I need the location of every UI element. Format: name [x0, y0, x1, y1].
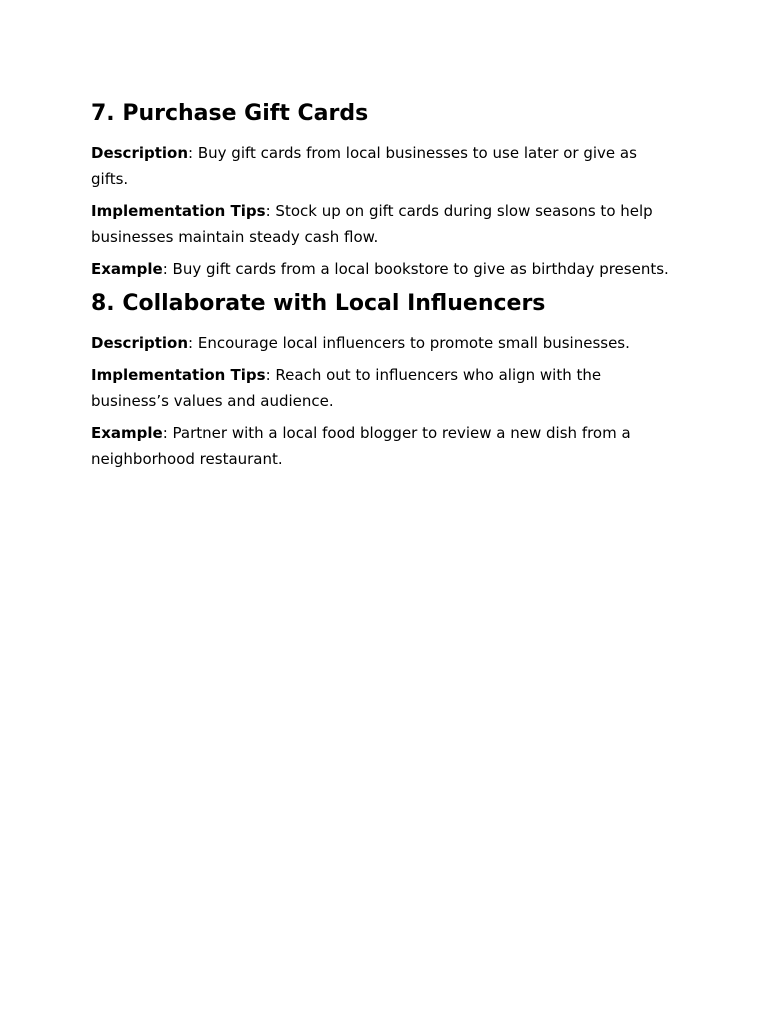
- implementation-tips-text: : Reach out to influencers who align with the business’s values and audience.: [91, 366, 602, 410]
- example-label: Example: [91, 260, 163, 278]
- implementation-tips-paragraph: [91, 363, 678, 414]
- example-paragraph: [91, 257, 678, 283]
- description-label: Description: [91, 144, 189, 162]
- section-heading: 8. Collaborate with Local Influencers: [91, 290, 546, 316]
- example-text: : Partner with a local food blogger to review a new dish from a neighborhood restaurant.: [91, 424, 631, 468]
- description-paragraph: [91, 331, 678, 357]
- description-text: : Buy gift cards from local businesses to use later or give as gifts.: [91, 144, 637, 188]
- description-label: Description: [91, 333, 189, 352]
- section-purchase-gift-cards: [91, 99, 678, 283]
- implementation-tips-label: Implementation Tips: [91, 202, 266, 220]
- implementation-tips-paragraph: [91, 199, 678, 250]
- implementation-tips-label: Implementation Tips: [91, 366, 266, 384]
- example-label: Example: [91, 424, 163, 442]
- example-text: : Buy gift cards from a local bookstore to give as birthday presents.: [162, 260, 669, 278]
- section-heading: 7. Purchase Gift Cards: [91, 101, 369, 126]
- description-paragraph: [91, 141, 678, 192]
- section-collaborate-with-local-influencers: [91, 289, 678, 473]
- implementation-tips-text: : Stock up on gift cards during slow seasons to help businesses maintain steady cash flow.: [91, 202, 653, 246]
- description-text: : Encourage local influencers to promote small businesses.: [188, 333, 630, 352]
- example-paragraph: [91, 421, 678, 472]
